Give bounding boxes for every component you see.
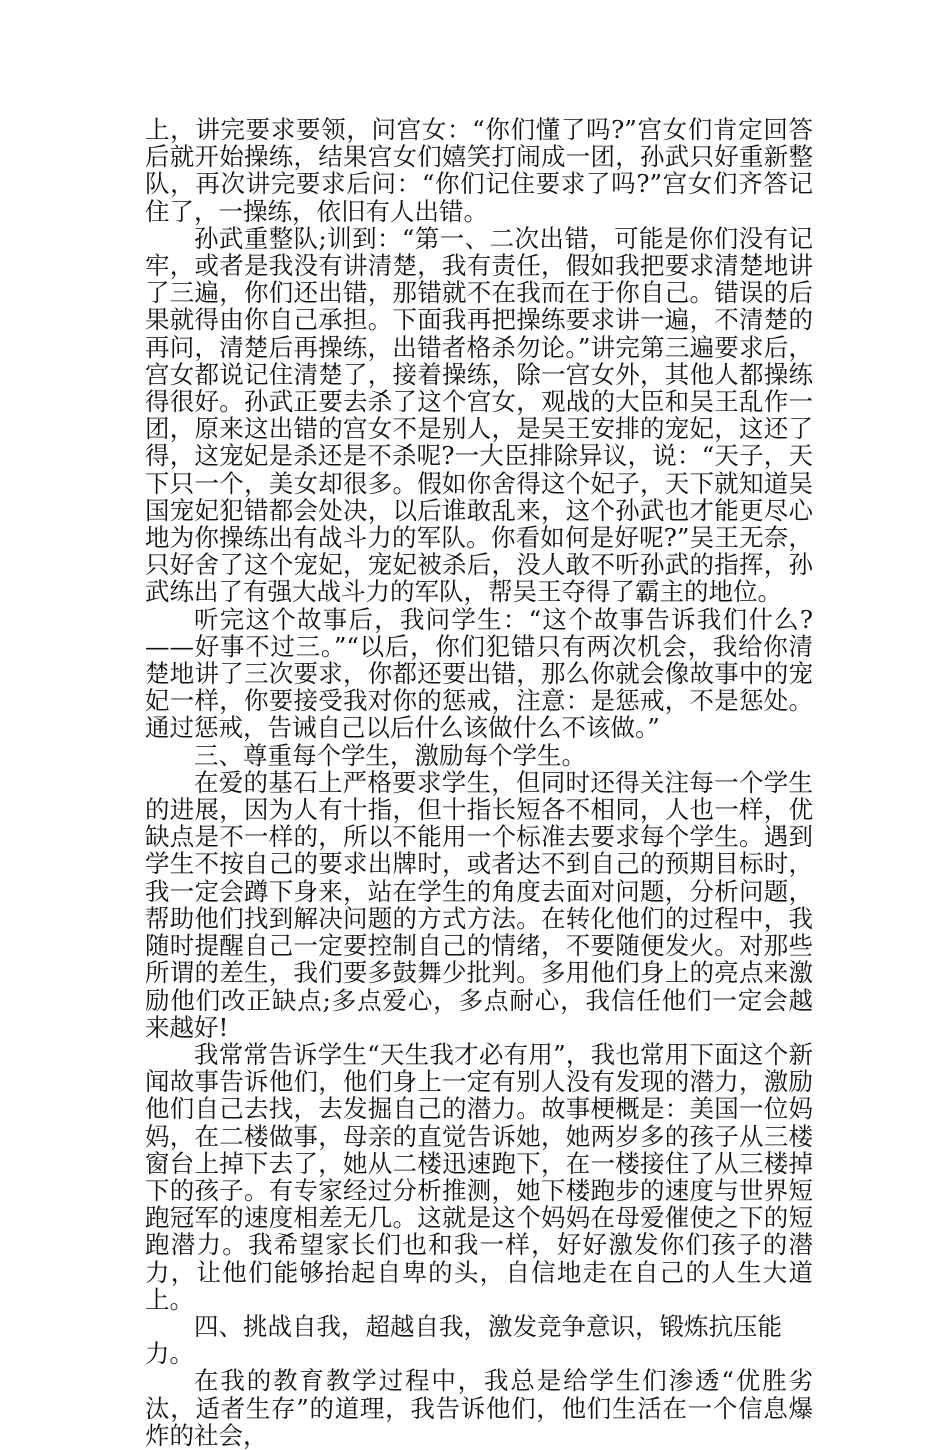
paragraph-sunwu-third-warning: 孙武重整队;训到：“第一、二次出错，可能是你们没有记牢，或者是我没有讲清楚，我有责任，假如我把要求清楚地讲了三遍，你们还出错，那错就不在我而在于你自己。错误的后果就得由你自己承担。下面我再把操练要求讲一遍，不清楚的再问，清楚后再操练，出错者格杀勿论。”讲完第三遍要求后，宫女都说记住清楚了，接着操练，除一宫女外，其他人都操练得很好。孙武正要去杀了这个宫女，观战的大臣和吴王乱作一团，原来这出错的宫女不是别人，是吴王安排的宠妃，这还了得，这宠妃是杀还是不杀呢?一大臣排除异议，说：“天子，天下只一个，美女却很多。假如你舍得这个妃子，天下就知道吴国宠妃犯错都会处决，以后谁敢乱来，这个孙武也才能更尽心地为你操练出有战斗力的军队。你看如何是好呢?”吴王无奈，只好舍了这个宠妃，宠妃被杀后，没人敢不听孙武的指挥，孙武练出了有强大战斗力的军队，帮吴王夺得了霸主的地位。	[145, 223, 813, 607]
paragraph-potential-story: 我常常告诉学生“天生我才必有用”，我也常用下面这个新闻故事告诉他们，他们身上一定有别人没有发现的潜力，激励他们自己去找，去发掘自己的潜力。故事梗概是：美国一位妈妈，在二楼做事，母亲的直觉告诉她，她两岁多的孩子从三楼窗台上掉下去了，她从二楼迅速跑下，在一楼接住了从三楼掉下的孩子。有专家经过分析推测，她下楼跑步的速度与世界短跑冠军的速度相差无几。这就是这个妈妈在母爱催使之下的短跑潜力。我希望家长们也和我一样，好好激发你们孩子的潜力，让他们能够抬起自卑的头，自信地走在自己的人生大道上。	[145, 1039, 813, 1314]
document-body	[145, 116, 813, 1449]
paragraph-respect-each-student: 在爱的基石上严格要求学生，但同时还得关注每一个学生的进展，因为人有十指，但十指长短各不相同，人也一样，优缺点是不一样的，所以不能用一个标准去要求每个学生。遇到学生不按自己的要求出牌时，或者达不到自己的预期目标时，我一定会蹲下身来，站在学生的角度去面对问题，分析问题，帮助他们找到解决问题的方式方法。在转化他们的过程中，我随时提醒自己一定要控制自己的情绪，不要随便发火。对那些所谓的差生，我们要多鼓舞少批判。多用他们身上的亮点来激励他们改正缺点;多点爱心，多点耐心，我信任他们一定会越来越好!	[145, 767, 813, 1042]
section-heading-challenge-self: 四、挑战自我，超越自我，激发竞争意识，锻炼抗压能力。	[145, 1311, 782, 1369]
paragraph-story-lesson: 听完这个故事后，我问学生：“这个故事告诉我们什么?——好事不过三。”“以后，你们犯错只有两次机会，我给你清楚地讲了三次要求，你都还要出错，那么你就会像故事中的宠妃一样，你要接受我对你的惩戒，注意：是惩戒，不是惩处。通过惩戒，告诫自己以后什么该做什么不该做。”	[145, 604, 813, 743]
paragraph-story-continued: 上，讲完要求要领，问宫女：“你们懂了吗?”宫女们肯定回答后就开始操练，结果宫女们嬉笑打闹成一团，孙武只好重新整队，再次讲完要求后问：“你们记住要求了吗?”宫女们齐答记住了，一操练，依旧有人出错。	[145, 115, 813, 226]
section-heading-respect-students: 三、尊重每个学生，激励每个学生。	[194, 740, 586, 770]
paragraph-survival-of-fittest: 在我的教育教学过程中，我总是给学生们渗透“优胜劣汰，适者生存”的道理，我告诉他们，他们生活在一个信息爆炸的社会，	[145, 1366, 813, 1450]
